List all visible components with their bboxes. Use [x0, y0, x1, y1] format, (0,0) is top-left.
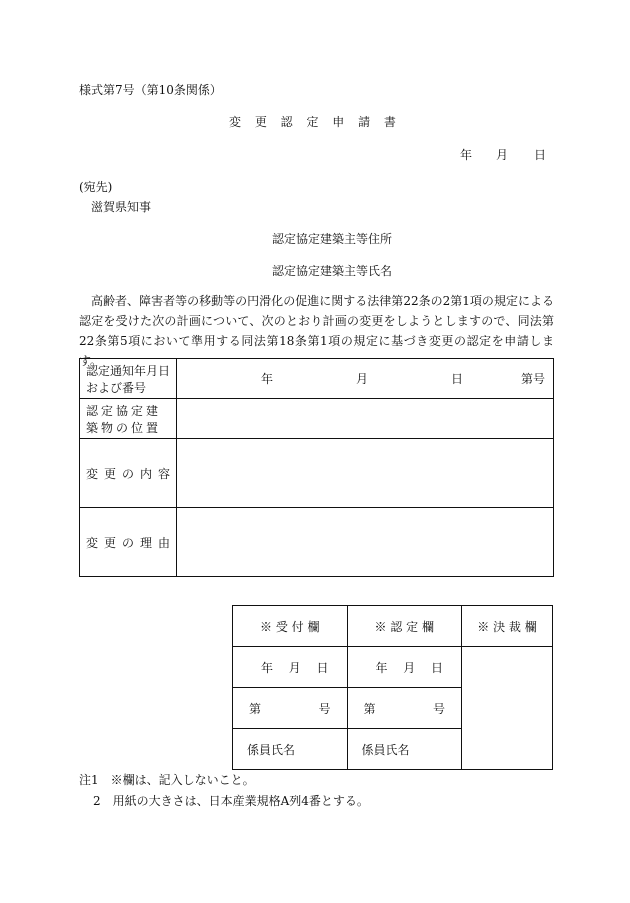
change-reason-char-5: 由: [157, 535, 170, 550]
reception-dai-label: 第: [249, 701, 262, 716]
approval-cell: [462, 647, 553, 770]
change-reason-label: [80, 508, 177, 577]
reception-month-label: 月: [288, 660, 301, 675]
addressee-recipient: 滋賀県知事: [91, 200, 152, 214]
change-reason-char-2: 更: [103, 535, 116, 550]
applicant-name-label: 認定協定建築主等氏名: [272, 264, 393, 278]
certification-number-cell: [347, 688, 462, 729]
change-content-char-2: 更: [103, 466, 116, 481]
certification-dai-label: 第: [363, 701, 376, 716]
reception-number-cell: [233, 688, 348, 729]
building-location-field[interactable]: [176, 399, 553, 439]
reception-year-label: 年: [261, 660, 274, 675]
certification-notice-field[interactable]: [176, 359, 553, 399]
change-content-char-3: の: [121, 466, 134, 481]
change-reason-field[interactable]: [176, 508, 553, 577]
certification-column-header: ※ 認 定 欄: [347, 606, 462, 647]
notice-year-label: 年: [260, 372, 273, 386]
document-title: 変 更 認 定 申 請 書: [229, 115, 401, 129]
certification-date-cell: [347, 647, 462, 688]
certification-day-label: 日: [431, 660, 444, 675]
change-content-label: [80, 439, 177, 508]
reception-column-header: ※ 受 付 欄: [233, 606, 348, 647]
date-day-label: 日: [534, 148, 547, 162]
certification-notice-label: 認定通知年月日および番号: [80, 359, 177, 399]
reception-staff-label: 係員氏名: [233, 729, 348, 770]
note-2: 2 用紙の大きさは、日本産業規格A列4番とする。: [93, 794, 369, 808]
applicant-address-label: 認定協定建築主等住所: [272, 232, 393, 246]
office-use-table: [232, 605, 553, 770]
building-location-text: 認定協定建築物の位置: [86, 403, 162, 435]
reception-date-cell: [233, 647, 348, 688]
application-details-table: [79, 358, 554, 577]
change-reason-char-3: の: [121, 535, 134, 550]
notice-month-label: 月: [355, 372, 368, 386]
approval-column-header: ※ 決 裁 欄: [462, 606, 553, 647]
change-reason-char-1: 変: [86, 535, 99, 550]
application-date: [460, 146, 546, 163]
certification-year-label: 年: [375, 660, 388, 675]
change-content-char-1: 変: [86, 466, 99, 481]
addressee-label: (宛先): [79, 180, 113, 194]
application-statement: 高齢者、障害者等の移動等の円滑化の促進に関する法律第22条の2第1項の規定による認定を受けた次の計画について、次のとおり計画の変更をしようとしますので、同法第22条第5項において準用する同法第18条第1項の規定に基づき変更の認定を申請します。: [79, 294, 554, 368]
reception-day-label: 日: [316, 660, 329, 675]
change-reason-char-4: 理: [139, 535, 152, 550]
date-month-label: 月: [496, 148, 509, 162]
form-number: 様式第7号（第10条関係）: [79, 83, 222, 97]
date-year-label: 年: [460, 148, 473, 162]
change-content-char-5: 容: [157, 466, 170, 481]
note-1: 注1 ※欄は、記入しないこと。: [79, 773, 255, 787]
notice-day-label: 日: [450, 372, 463, 386]
notice-go-label: 号: [532, 372, 545, 386]
certification-staff-label: 係員氏名: [347, 729, 462, 770]
certification-month-label: 月: [403, 660, 416, 675]
reception-go-label: 号: [318, 701, 331, 716]
building-location-label: [80, 399, 177, 439]
change-content-char-4: 内: [139, 466, 152, 481]
change-content-field[interactable]: [176, 439, 553, 508]
notice-dai-label: 第: [520, 372, 533, 386]
certification-go-label: 号: [433, 701, 446, 716]
